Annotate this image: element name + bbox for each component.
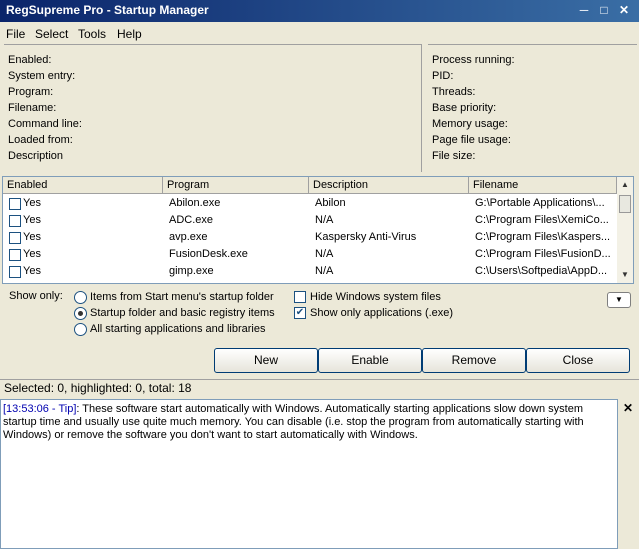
radio-startup-registry-label[interactable]: Startup folder and basic registry items	[90, 307, 275, 319]
remove-button[interactable]: Remove	[422, 348, 526, 373]
table-row[interactable]	[3, 229, 617, 246]
title-bar[interactable]	[0, 0, 639, 22]
startup-items-table	[2, 176, 634, 284]
cell-enabled: Yes	[23, 214, 41, 226]
cell-enabled: Yes	[23, 265, 41, 277]
show-only-exe-label[interactable]: Show only applications (.exe)	[310, 307, 454, 319]
info-page-file-usage: Page file usage:	[432, 134, 511, 146]
cell-program: gimp.exe	[169, 265, 214, 277]
cell-program: FusionDesk.exe	[169, 248, 248, 260]
info-base-priority: Base priority:	[432, 102, 497, 114]
table-row[interactable]	[3, 246, 617, 263]
table-scrollbar[interactable]	[617, 177, 633, 283]
window-title: RegSupreme Pro - Startup Manager	[6, 3, 209, 17]
info-threads: Threads:	[432, 86, 476, 98]
maximize-icon[interactable]: □	[600, 3, 608, 17]
row-checkbox[interactable]	[9, 232, 21, 244]
log-text: : These software start automatically with Windows. Automatically starting applications slow down system startup time and usually use quite much memory. You can disable (i.e. stop the program from automatically starting with Windows) or remove the software you don't want to start automatically with Windows.	[3, 403, 584, 441]
row-checkbox[interactable]	[9, 266, 21, 278]
info-command-line: Command line:	[8, 118, 82, 130]
table-row[interactable]	[3, 195, 617, 212]
cell-description: N/A	[315, 248, 334, 260]
cell-description: Abilon	[315, 197, 346, 209]
log-timestamp: [13:53:06 - Tip]	[3, 403, 77, 415]
cell-filename: C:\Program Files\FusionD...	[475, 248, 611, 260]
row-checkbox[interactable]	[9, 198, 21, 210]
info-enabled: Enabled:	[8, 54, 52, 66]
cell-program: ADC.exe	[169, 214, 214, 226]
chevron-down-icon[interactable]: ▼	[607, 292, 631, 308]
process-details-panel	[428, 44, 637, 172]
scroll-down-icon[interactable]: ▼	[621, 270, 629, 279]
cell-description: N/A	[315, 214, 334, 226]
row-checkbox[interactable]	[9, 215, 21, 227]
info-file-size: File size:	[432, 150, 476, 162]
scroll-up-icon[interactable]: ▲	[621, 180, 629, 189]
cell-filename: C:\Users\Softpedia\AppD...	[475, 265, 608, 277]
cell-filename: C:\Program Files\Kaspers...	[475, 231, 611, 243]
column-enabled[interactable]: Enabled	[3, 177, 163, 194]
table-header	[3, 177, 617, 194]
minimize-icon[interactable]: ─	[579, 3, 589, 17]
show-only-label: Show only:	[9, 290, 63, 302]
column-description[interactable]: Description	[309, 177, 469, 194]
info-system-entry: System entry:	[8, 70, 76, 82]
cell-description: Kaspersky Anti-Virus	[315, 231, 417, 243]
info-filename: Filename:	[8, 102, 57, 114]
cell-enabled: Yes	[23, 231, 41, 243]
close-button[interactable]: Close	[526, 348, 630, 373]
info-program: Program:	[8, 86, 54, 98]
hide-system-files-label[interactable]: Hide Windows system files	[310, 291, 441, 303]
menu-bar	[0, 24, 639, 44]
enable-button[interactable]: Enable	[318, 348, 422, 373]
show-only-exe-checkbox[interactable]: ✔	[295, 307, 305, 318]
info-pid: PID:	[432, 70, 454, 82]
table-row[interactable]	[3, 263, 617, 280]
cell-program: avp.exe	[169, 231, 208, 243]
tip-log-panel	[0, 399, 618, 549]
hide-system-files-checkbox[interactable]	[294, 291, 306, 303]
column-filename[interactable]: Filename	[469, 177, 617, 194]
entry-details-panel	[4, 44, 422, 172]
row-checkbox[interactable]	[9, 249, 21, 261]
new-button[interactable]: New	[214, 348, 318, 373]
menu-file[interactable]: File	[6, 27, 26, 41]
radio-all-apps-label[interactable]: All starting applications and libraries	[90, 323, 266, 335]
log-close-icon[interactable]: ✕	[622, 401, 634, 415]
filter-options	[0, 286, 639, 344]
info-process-running: Process running:	[432, 54, 515, 66]
radio-startup-registry[interactable]	[74, 307, 87, 320]
radio-start-menu[interactable]	[74, 291, 87, 304]
cell-enabled: Yes	[23, 248, 41, 260]
table-row[interactable]	[3, 212, 617, 229]
info-loaded-from: Loaded from:	[8, 134, 73, 146]
radio-all-apps[interactable]	[74, 323, 87, 336]
close-icon[interactable]: ✕	[618, 3, 630, 17]
cell-enabled: Yes	[23, 197, 41, 209]
menu-help[interactable]: Help	[117, 27, 142, 41]
status-bar: Selected: 0, highlighted: 0, total: 18	[0, 379, 639, 397]
cell-filename: C:\Program Files\XemiCo...	[475, 214, 609, 226]
radio-start-menu-label[interactable]: Items from Start menu's startup folder	[90, 291, 274, 303]
cell-filename: G:\Portable Applications\...	[475, 197, 605, 209]
column-program[interactable]: Program	[163, 177, 309, 194]
info-description: Description	[8, 150, 64, 162]
cell-program: Abilon.exe	[169, 197, 221, 209]
cell-description: N/A	[315, 265, 334, 277]
scroll-thumb[interactable]	[619, 195, 631, 213]
menu-select[interactable]: Select	[35, 27, 69, 41]
menu-tools[interactable]: Tools	[78, 27, 107, 41]
info-memory-usage: Memory usage:	[432, 118, 508, 130]
